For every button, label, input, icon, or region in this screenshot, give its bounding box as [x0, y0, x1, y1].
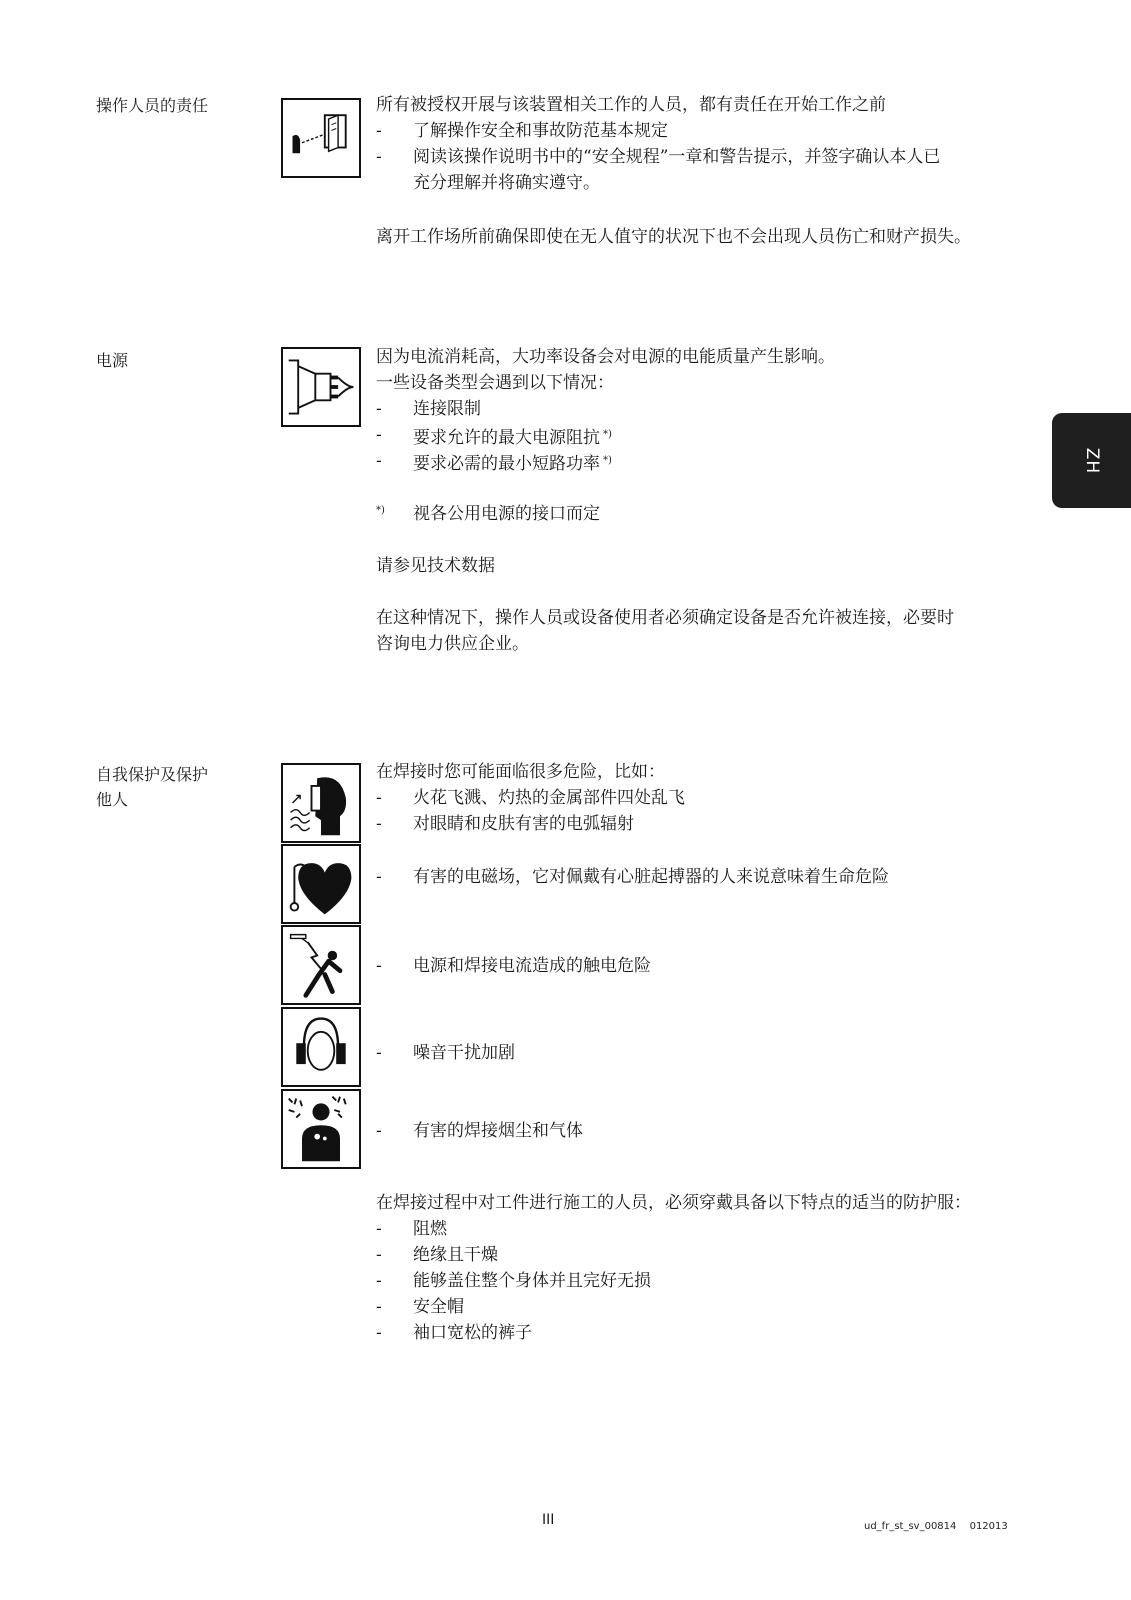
- list-dash: -: [376, 956, 382, 976]
- hazard-item: 对眼睛和皮肤有害的电弧辐射: [413, 814, 634, 834]
- clothing-item: 绝缘且干燥: [413, 1245, 498, 1265]
- clothing-item: 安全帽: [413, 1297, 464, 1317]
- power-footnote: 视各公用电源的接口而定: [413, 504, 600, 524]
- footnote-marker: *): [603, 455, 612, 466]
- electric-shock-icon: [281, 925, 361, 1005]
- list-dash: -: [376, 1043, 382, 1063]
- operator-closing: 离开工作场所前确保即使在无人值守的状况下也不会出现人员伤亡和财产损失。: [376, 227, 971, 247]
- operator-item: 阅读该操作说明书中的“安全规程”一章和警告提示，并签字确认本人已: [413, 147, 941, 167]
- pacemaker-heart-icon: [281, 844, 361, 924]
- operator-item-continued: 充分理解并将确实遵守。: [413, 173, 600, 193]
- list-dash: -: [376, 147, 382, 167]
- footnote-marker: *): [376, 505, 385, 516]
- section-heading-operator: 操作人员的责任: [96, 96, 209, 115]
- welding-helmet-icon: [281, 763, 361, 843]
- list-dash: -: [376, 1121, 382, 1141]
- footnote-marker: *): [603, 429, 612, 440]
- protection-intro: 在焊接时您可能面临很多危险，比如：: [376, 762, 665, 782]
- list-dash: -: [376, 121, 382, 141]
- list-dash: -: [376, 1297, 382, 1317]
- power-advice-continued: 咨询电力供应企业。: [376, 634, 529, 654]
- list-dash: -: [376, 1219, 382, 1239]
- operator-intro: 所有被授权开展与该装置相关工作的人员，都有责任在开始工作之前: [376, 95, 886, 115]
- hazard-item: 噪音干扰加剧: [413, 1043, 515, 1063]
- clothing-intro: 在焊接过程中对工件进行施工的人员，必须穿戴具备以下特点的适当的防护服：: [376, 1193, 971, 1213]
- welding-fumes-icon: [281, 1089, 361, 1169]
- list-dash: -: [376, 788, 382, 808]
- page-number: III: [542, 1512, 555, 1528]
- footer-date: 012013: [969, 1521, 1008, 1532]
- ear-protection-icon: [281, 1007, 361, 1087]
- list-dash: -: [376, 814, 382, 834]
- power-advice: 在这种情况下，操作人员或设备使用者必须确定设备是否允许被连接，必要时: [376, 608, 954, 628]
- power-item: 要求允许的最大电源阻抗 *): [413, 428, 612, 448]
- clothing-item: 阻燃: [413, 1219, 447, 1239]
- list-dash: -: [376, 1245, 382, 1265]
- list-dash: -: [376, 425, 382, 445]
- list-dash: -: [376, 451, 382, 471]
- operator-item: 了解操作安全和事故防范基本规定: [413, 121, 668, 141]
- power-line2: 一些设备类型会遇到以下情况：: [376, 373, 614, 393]
- footer: [864, 1521, 1008, 1532]
- clothing-item: 袖口宽松的裤子: [413, 1323, 532, 1343]
- hazard-item: 火花飞溅、灼热的金属部件四处乱飞: [413, 788, 685, 808]
- hazard-item: 有害的焊接烟尘和气体: [413, 1121, 583, 1141]
- list-dash: -: [376, 1323, 382, 1343]
- manual-reading-icon: [281, 98, 361, 178]
- power-line1: 因为电流消耗高，大功率设备会对电源的电能质量产生影响。: [376, 347, 835, 367]
- list-dash: -: [376, 867, 382, 887]
- section-heading-power: 电源: [96, 351, 129, 370]
- power-item: 要求必需的最小短路功率 *): [413, 454, 612, 474]
- language-tab: [1052, 413, 1131, 508]
- power-item: 连接限制: [413, 399, 481, 419]
- language-tab-label: ZH: [1081, 447, 1102, 474]
- hazard-item: 电源和焊接电流造成的触电危险: [413, 956, 651, 976]
- section-heading-protection-continued: 他人: [96, 790, 129, 809]
- footer-code: ud_fr_st_sv_00814: [864, 1521, 957, 1532]
- section-heading-protection: 自我保护及保护: [96, 765, 209, 784]
- power-plug-icon: [281, 347, 361, 427]
- power-see-data: 请参见技术数据: [376, 556, 495, 576]
- list-dash: -: [376, 399, 382, 419]
- hazard-item: 有害的电磁场，它对佩戴有心脏起搏器的人来说意味着生命危险: [413, 867, 889, 887]
- clothing-item: 能够盖住整个身体并且完好无损: [413, 1271, 651, 1291]
- list-dash: -: [376, 1271, 382, 1291]
